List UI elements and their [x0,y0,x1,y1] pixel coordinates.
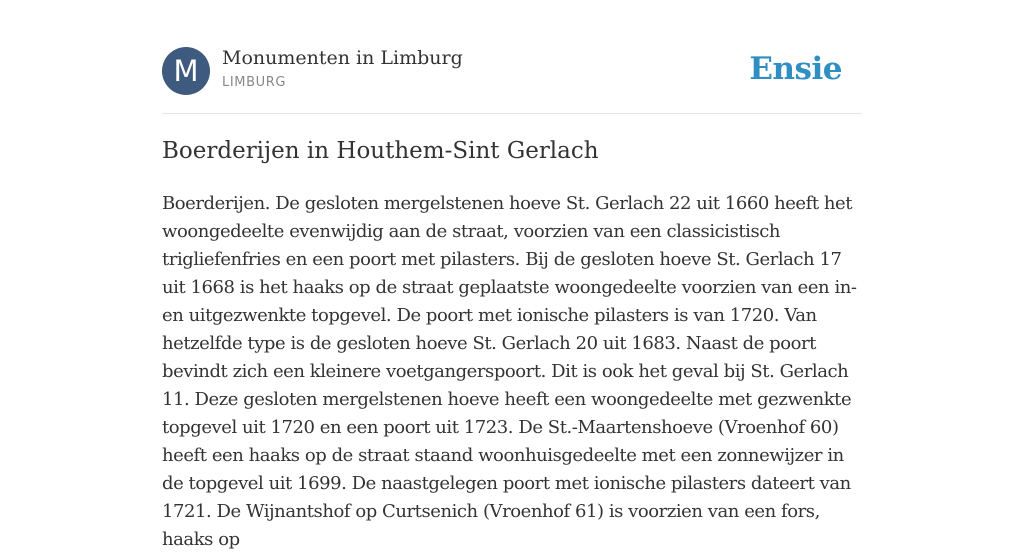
header [162,47,862,95]
source-region: LIMBURG [222,75,287,90]
divider [162,113,862,114]
avatar[interactable]: M [162,47,210,95]
article-body: Boerderijen. De gesloten mergelstenen hoeve St. Gerlach 22 uit 1660 heeft het woongedeelte evenwijdig aan de straat, voorzien van een classicistisch trigliefenfries en een poort met pilasters. Bij de gesloten hoeve St. Gerlach 17 uit 1668 is het haaks op de straat geplaatste woongedeelte voorzien van een in- en uitgezwenkte topgevel. De poort met ionische pilasters is van 1720. Van hetzelfde type is de gesloten hoeve St. Gerlach 20 uit 1683. Naast de poort bevindt zich een kleinere voetgangerspoort. Dit is ook het geval bij St. Gerlach 11. Deze gesloten mergelstenen hoeve heeft een woongedeelte met gezwenkte topgevel uit 1720 en een poort uit 1723. De St.-Maartenshoeve (Vroenhof 60) heeft een haaks op de straat staand woonhuisgedeelte met een zonnewijzer in de topgevel uit 1699. De naastgelegen poort met ionische pilasters dateert van 1721. De Wijnantshof op Curtsenich (Vroenhof 61) is voorzien van een fors, haaks op [162,193,857,550]
source-name[interactable]: Monumenten in Limburg [222,47,463,69]
ensie-logo[interactable]: Ensie [749,51,842,87]
page-title: Boerderijen in Houthem-Sint Gerlach [162,138,599,164]
